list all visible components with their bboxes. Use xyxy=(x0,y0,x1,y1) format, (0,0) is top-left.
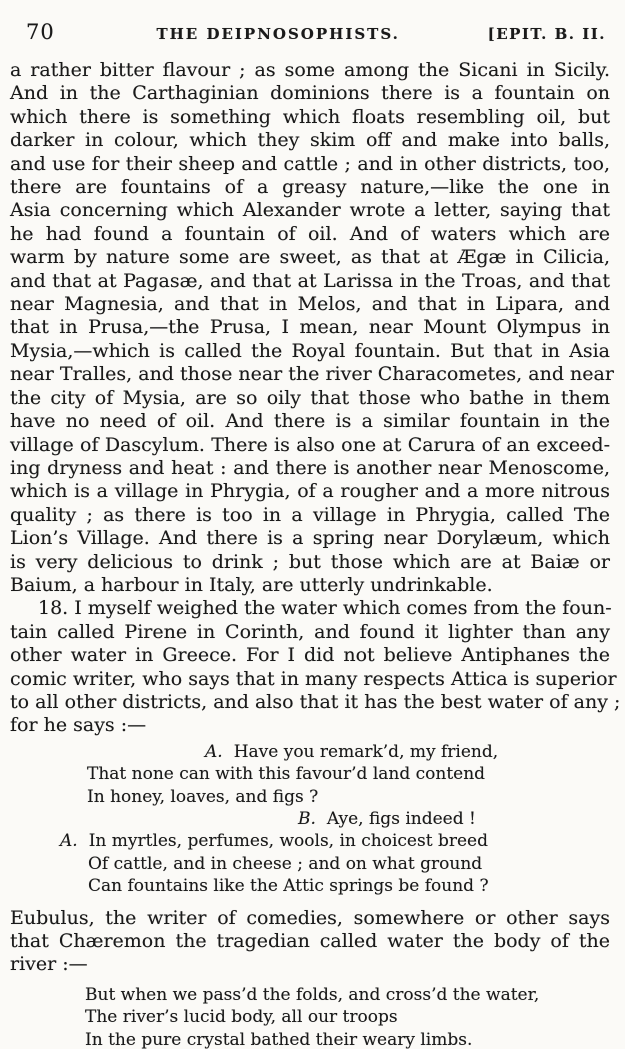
verse-text: Can fountains like the Attic springs be found ? xyxy=(88,876,489,897)
text-line: the city of Mysia, are so oily that those who bathe in them xyxy=(10,386,610,409)
text-line: 18. I myself weighed the water which comes from the foun- xyxy=(38,597,612,620)
text-line: a rather bitter flavour ; as some among the Sicani in Sicily. xyxy=(10,59,610,81)
text-line: there are fountains of a greasy nature,—like the one in xyxy=(10,176,610,199)
text-line: to all other districts, and also that it has the best water of any ; xyxy=(10,690,621,713)
text-line: and use for their sheep and cattle ; and in other districts, too, xyxy=(10,152,610,175)
verse-quote-antiphanes xyxy=(10,741,610,898)
text-line: river :— xyxy=(10,953,88,976)
page-header xyxy=(10,20,610,44)
page-number: 70 xyxy=(26,20,55,44)
text-line: that Chæremon the tragedian called water the body of the xyxy=(10,930,610,953)
text-line: warm by nature some are sweet, as that at Ægæ in Cilicia, xyxy=(10,246,610,269)
text-line: is very delicious to drink ; but those which are at Baiæ or xyxy=(10,550,610,573)
verse-line xyxy=(10,786,610,808)
text-line: that in Prusa,—the Prusa, I mean, near Mount Olympus in xyxy=(10,316,610,339)
text-line: quality ; as there is too in a village in Phrygia, called The xyxy=(10,503,610,526)
text-line: Baium, a harbour in Italy, are utterly undrinkable. xyxy=(10,573,493,596)
text-line: which there is something which floats resembling oil, but xyxy=(10,105,610,128)
verse-line xyxy=(10,853,610,875)
text-line: near Magnesia, and that in Melos, and that in Lipara, and xyxy=(10,293,610,316)
text-line: darker in colour, which they skim off and make into balls, xyxy=(10,129,610,152)
paragraph-fountains xyxy=(10,59,614,597)
verse-line xyxy=(10,875,610,897)
text-line: Asia concerning which Alexander wrote a letter, saying that xyxy=(10,199,610,222)
verse-line xyxy=(10,808,610,830)
text-line: he had found a fountain of oil. And of waters which are xyxy=(10,222,610,245)
text-line: Eubulus, the writer of comedies, somewhere or other says xyxy=(10,906,610,929)
verse-line: In the pure crystal bathed their weary limbs. xyxy=(85,1029,473,1049)
text-line: near Tralles, and those near the river Characometes, and near xyxy=(10,363,614,386)
text-line: and that at Pagasæ, and that at Larissa in the Troas, and that xyxy=(10,269,610,292)
text-line: Lion’s Village. And there is a spring near Dorylæum, which xyxy=(10,527,610,550)
text-line: village of Dascylum. There is also one at Carura of an exceed- xyxy=(10,433,610,456)
running-title: THE DEIPNOSOPHISTS. xyxy=(156,25,400,43)
verse-quote-chaeremon xyxy=(10,984,610,1049)
verse-text: That none can with this favour’d land contend xyxy=(87,764,486,785)
text-line: for he says :— xyxy=(10,714,147,737)
verse-line: The river’s lucid body, all our troops xyxy=(85,1007,398,1028)
verse-text: In honey, loaves, and figs ? xyxy=(87,786,319,807)
text-line: comic writer, who says that in many respects Attica is superior xyxy=(10,667,617,690)
verse-text: Have you remark’d, my friend, xyxy=(233,741,499,762)
verse-line xyxy=(10,830,610,852)
paragraph-18-pirene xyxy=(10,597,621,737)
text-line: ing dryness and heat : and there is another near Menoscome, xyxy=(10,456,610,479)
verse-text: In myrtles, perfumes, wools, in choicest breed xyxy=(88,831,488,852)
text-line: Mysia,—which is called the Royal fountain. But that in Asia xyxy=(10,339,610,362)
verse-line xyxy=(10,741,610,763)
speaker-label: A. xyxy=(205,741,223,762)
text-line: other water in Greece. For I did not believe Antiphanes the xyxy=(10,644,610,667)
text-line: have no need of oil. And there is a similar fountain in the xyxy=(10,410,610,433)
speaker-label: A. xyxy=(60,831,78,852)
text-line: which is a village in Phrygia, of a rougher and a more nitrous xyxy=(10,480,610,503)
verse-text: Of cattle, and in cheese ; and on what ground xyxy=(88,853,483,874)
verse-text: Aye, figs indeed ! xyxy=(326,809,476,829)
text-line: tain called Pirene in Corinth, and found it lighter than any xyxy=(10,620,610,643)
text-line: And in the Carthaginian dominions there is a fountain on xyxy=(10,82,610,105)
section-label: [EPIT. B. II. xyxy=(487,25,606,43)
page-body xyxy=(10,59,621,1049)
verse-line: But when we pass’d the folds, and cross’d the water, xyxy=(85,984,540,1005)
paragraph-eubulus xyxy=(10,907,610,977)
speaker-label: B. xyxy=(298,809,316,829)
verse-line xyxy=(10,763,610,785)
